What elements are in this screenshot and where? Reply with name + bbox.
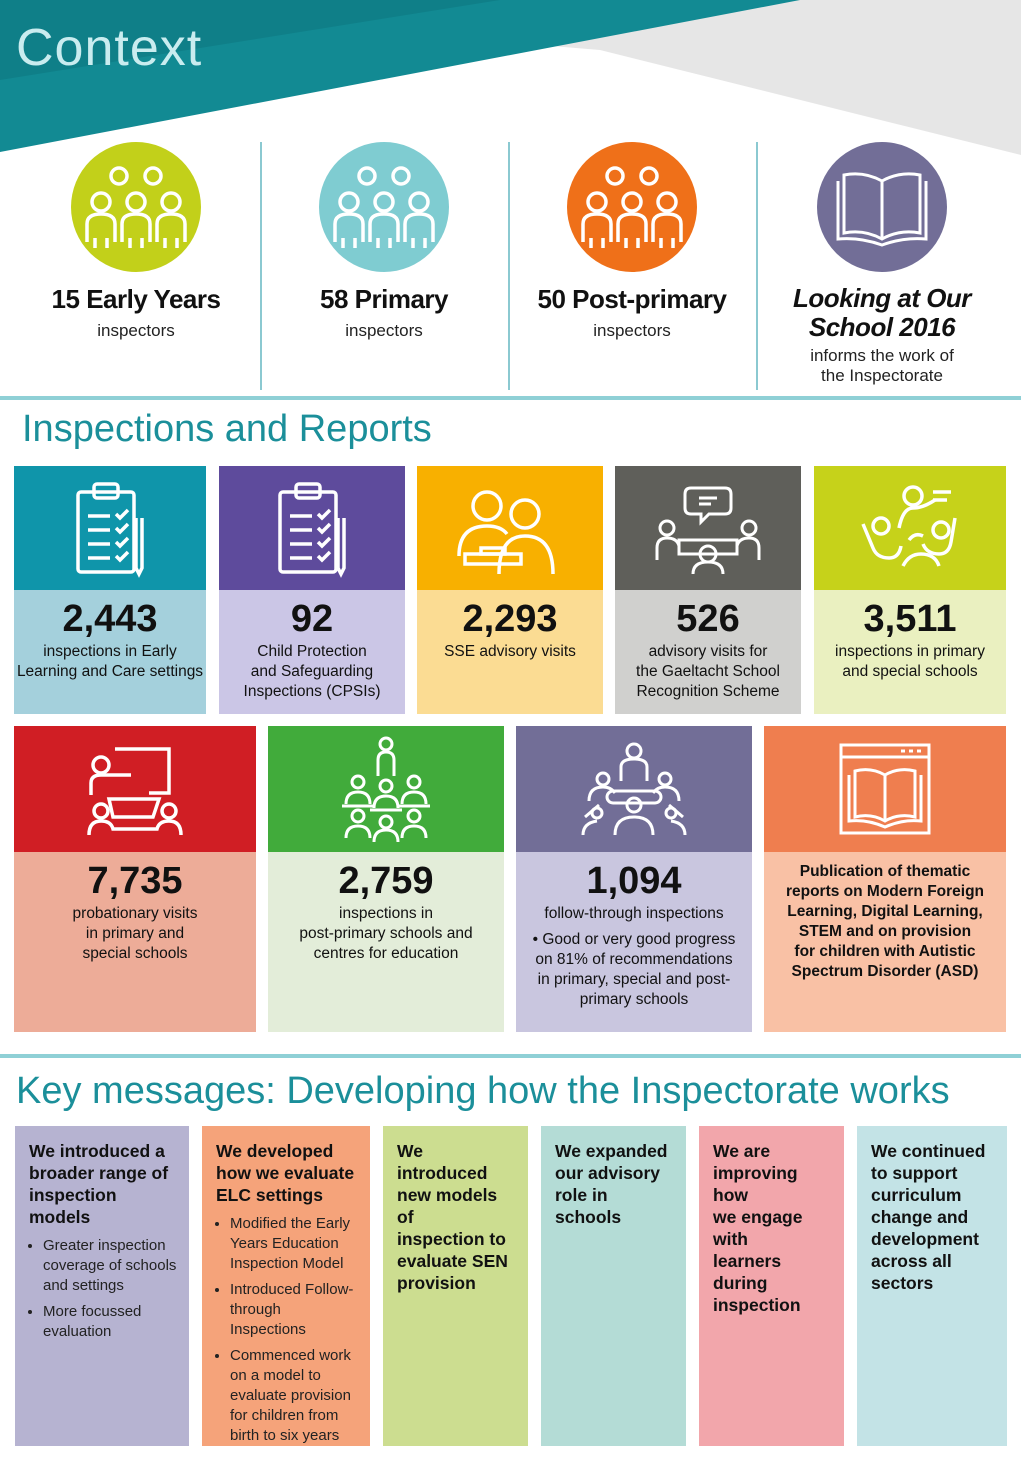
stat-number: 1,094 (586, 860, 682, 902)
key-message-heading: role in schools (555, 1185, 622, 1227)
meeting-table-icon (516, 726, 752, 852)
key-message-heading: We continued (871, 1141, 986, 1161)
stat-bullet-line: primary schools (579, 991, 689, 1008)
key-message-box (15, 1126, 189, 1446)
stat-bullet-line: in primary, special and post- (537, 971, 731, 988)
publication-line: Learning, Digital Learning, (787, 903, 983, 920)
key-message-heading: ELC settings (216, 1185, 323, 1205)
stat-tile-elc-inspections (14, 466, 206, 714)
stat-tile-body (764, 852, 1006, 1032)
header-banner (0, 0, 1021, 160)
stat-tile-body (14, 590, 206, 714)
stat-number: 2,293 (462, 598, 558, 640)
key-message-heading: evaluate SEN (397, 1251, 508, 1271)
key-message-heading: inspection models (29, 1185, 117, 1227)
stat-number: 7,735 (87, 860, 183, 902)
key-message-heading: learners during (713, 1251, 782, 1293)
stat-tile-body (814, 590, 1006, 714)
browser-book-icon (764, 726, 1006, 852)
stat-tile-body (219, 590, 405, 714)
stat-tile-follow-through (516, 726, 752, 1032)
framework-title-line1: Looking at Our (793, 283, 971, 313)
people-group-icon (71, 142, 201, 272)
stat-tile-body (516, 852, 752, 1032)
publication-line: reports on Modern Foreign (785, 883, 985, 900)
key-message-heading: We introduced (397, 1141, 488, 1183)
key-message-heading: We expanded (555, 1141, 668, 1161)
publication-line: Spectrum Disorder (ASD) (791, 963, 979, 980)
stat-bullet-line: on 81% of recommendations (535, 951, 733, 968)
stat-tile-body (268, 852, 504, 1032)
stat-label-line: SSE advisory visits (444, 643, 576, 660)
stat-tile-primary-inspections (814, 466, 1006, 714)
stat-label-line: and Safeguarding (250, 663, 374, 680)
stat-tile-sse-visits (417, 466, 603, 714)
key-message-heading: our advisory (555, 1163, 661, 1183)
key-message-heading: inspection to (397, 1229, 506, 1249)
key-message-bullet: • Commenced work on a model to evaluate provision for children from birth to six years (230, 1346, 358, 1446)
stat-label-line: inspections in Early (43, 643, 177, 660)
key-message-box (202, 1126, 370, 1446)
publication-line: Publication of thematic (799, 863, 971, 880)
stat-tile-body (615, 590, 801, 714)
key-message-bullets (216, 1214, 358, 1446)
key-message-box (541, 1126, 686, 1446)
stat-label-line: the Gaeltacht School (636, 663, 780, 680)
classroom-hands-up-icon (814, 466, 1006, 590)
classroom-students-icon (268, 726, 504, 852)
key-message-box (383, 1126, 528, 1446)
stat-label-line: inspections in (339, 905, 433, 922)
group-discussion-icon (615, 466, 801, 590)
key-message-bullet: • More focussed evaluation (43, 1302, 177, 1342)
key-message-heading: We developed (216, 1141, 334, 1161)
section-divider (0, 396, 1021, 400)
inspections-section-title: Inspections and Reports (22, 408, 432, 450)
page-title: Context (16, 19, 203, 77)
key-message-box (699, 1126, 844, 1446)
post-primary-count: 50 Post-primary (537, 284, 727, 314)
key-message-heading: We are (713, 1141, 771, 1161)
publication-line: STEM and on provision (798, 923, 972, 940)
framework-desc-line1: informs the work of (810, 346, 954, 365)
key-message-heading: how we evaluate (216, 1163, 355, 1183)
clipboard-checklist-icon (219, 466, 405, 590)
key-message-heading: change and (871, 1207, 969, 1227)
context-early-years (12, 140, 260, 390)
stat-label-line: probationary visits (72, 905, 198, 922)
key-message-heading: We introduced a (29, 1141, 165, 1161)
primary-count: 58 Primary (320, 284, 448, 314)
early-years-count: 15 Early Years (51, 284, 221, 314)
stat-tile-gaeltacht (615, 466, 801, 714)
primary-label: inspectors (345, 321, 423, 340)
key-message-heading: across all (871, 1251, 952, 1271)
people-group-icon (567, 142, 697, 272)
teacher-presentation-icon (14, 726, 256, 852)
stat-tile-probationary (14, 726, 256, 1032)
stat-label-line: Inspections (CPSIs) (243, 683, 381, 700)
stat-label-line: advisory visits for (648, 643, 768, 660)
stat-number: 3,511 (863, 598, 957, 640)
advisory-meeting-icon (417, 466, 603, 590)
publication-line: for children with Autistic (794, 943, 976, 960)
section-divider (0, 1054, 1021, 1058)
stat-label-line: follow-through inspections (544, 905, 724, 922)
stat-label-line: special schools (82, 945, 188, 962)
stat-label-line: in primary and (85, 925, 185, 942)
stat-number: 2,759 (338, 860, 434, 902)
stat-bullet-line: • Good or very good progress (532, 931, 736, 948)
stat-label-line: and special schools (842, 663, 978, 680)
key-message-heading: sectors (871, 1273, 934, 1293)
key-message-heading: provision (397, 1273, 476, 1293)
key-message-heading: broader range of (29, 1163, 169, 1183)
early-years-label: inspectors (97, 321, 175, 340)
key-message-heading: development (871, 1229, 979, 1249)
post-primary-label: inspectors (593, 321, 671, 340)
key-message-heading: to support (871, 1163, 958, 1183)
stat-tile-body (417, 590, 603, 714)
stat-number: 526 (676, 598, 740, 640)
key-message-bullet: • Greater inspection coverage of schools and settings (43, 1236, 177, 1296)
key-message-heading: we engage with (713, 1207, 803, 1249)
clipboard-checklist-icon (14, 466, 206, 590)
context-looking-at-our-school (757, 140, 1007, 390)
stat-tile-cpsi (219, 466, 405, 714)
key-message-heading: improving how (713, 1163, 798, 1205)
stat-label-line: Child Protection (257, 643, 367, 660)
stat-tile-post-primary-inspections (268, 726, 504, 1032)
stat-label-line: centres for education (313, 945, 459, 962)
stat-label-line: post-primary schools and (299, 925, 473, 942)
key-message-bullet: • Introduced Follow-through Inspections (230, 1280, 358, 1340)
key-messages-title: Key messages: Developing how the Inspectorate works (16, 1070, 950, 1112)
stat-number: 92 (290, 598, 334, 640)
stat-label-line: Recognition Scheme (636, 683, 780, 700)
context-post-primary (508, 140, 756, 390)
stat-tile-body (14, 852, 256, 1032)
key-message-bullets (29, 1236, 177, 1342)
stat-number: 2,443 (62, 598, 158, 640)
stat-tile-thematic-reports (764, 726, 1006, 1032)
key-message-box (857, 1126, 1007, 1446)
open-book-icon (817, 142, 947, 272)
key-message-heading: new models of (397, 1185, 498, 1227)
people-group-icon (319, 142, 449, 272)
key-message-bullet: • Modified the Early Years Education Inspection Model (230, 1214, 358, 1274)
framework-title-line2: School 2016 (808, 312, 956, 342)
key-message-heading: curriculum (871, 1185, 962, 1205)
stat-label-line: inspections in primary (835, 643, 985, 660)
stat-label-line: Learning and Care settings (16, 663, 204, 680)
context-primary (260, 140, 508, 390)
key-message-heading: inspection (713, 1295, 801, 1315)
framework-desc-line2: the Inspectorate (821, 366, 943, 385)
